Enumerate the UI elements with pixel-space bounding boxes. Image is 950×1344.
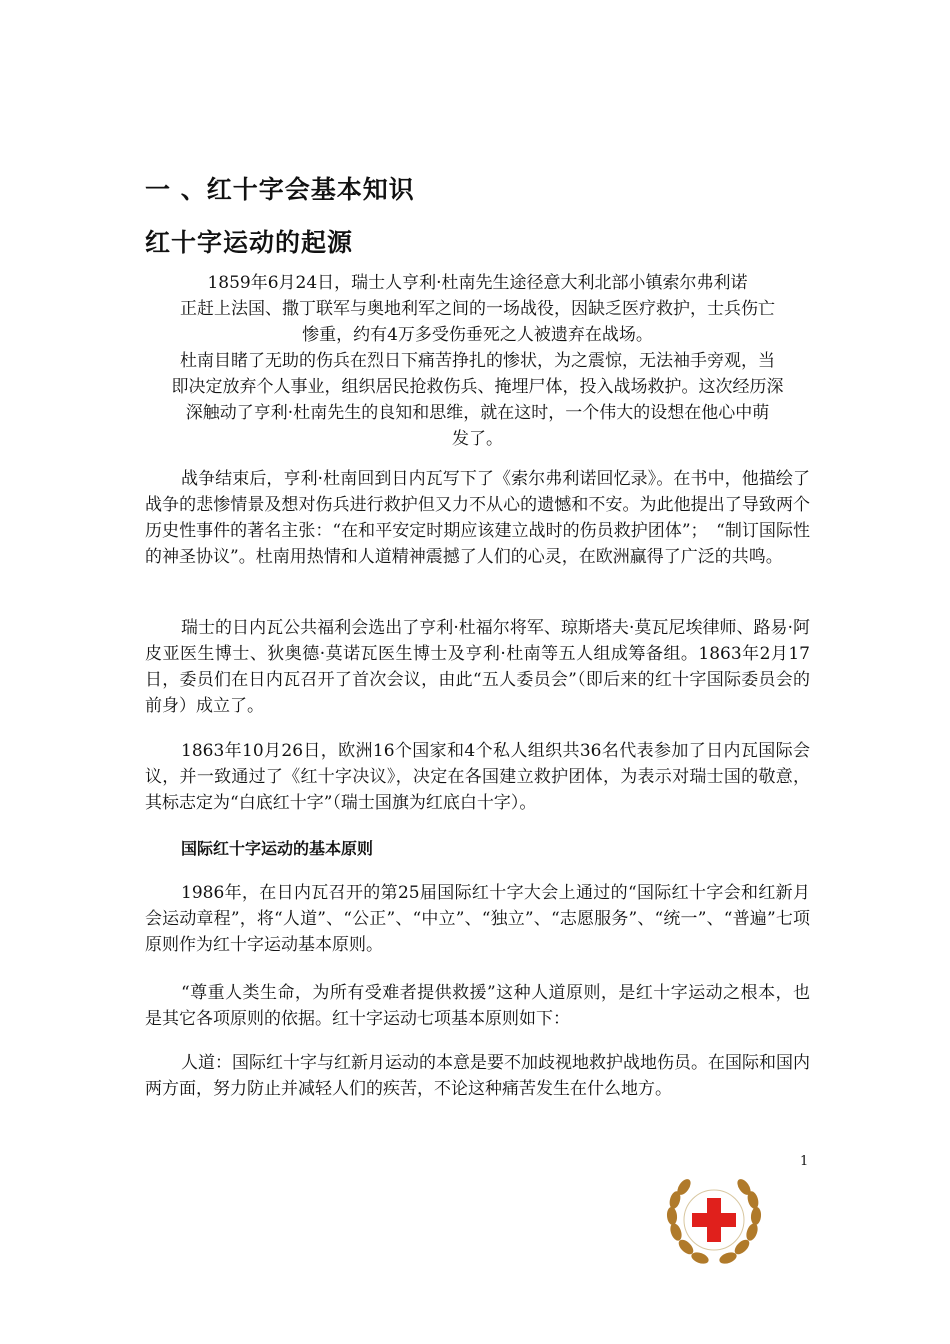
text-line: 正赶上法国、撒丁联军与奥地利军之间的一场战役，因缺乏医疗救护，士兵伤亡 bbox=[180, 299, 775, 319]
paragraph-dunant bbox=[145, 348, 810, 452]
text-line: 杜南目睹了无助的伤兵在烈日下痛苦挣扎的惨状，为之震惊，无法袖手旁观，当 bbox=[180, 351, 775, 371]
text-line: 1859年6月24日，瑞士人亨利·杜南先生途径意大利北部小镇索尔弗利诺 bbox=[207, 273, 748, 293]
red-cross-wreath-logo bbox=[664, 1170, 764, 1270]
paragraph-humanity-root: “尊重人类生命，为所有受难者提供救援”这种人道原则，是红十字运动之根本，也是其它各项原则的依据。红十字运动七项基本原则如下： bbox=[145, 983, 810, 1029]
text-line: 发了。 bbox=[452, 429, 503, 449]
subsection-heading: 红十字运动的起源 bbox=[145, 228, 354, 257]
text-line: 即决定放弃个人事业，组织居民抢救伤兵、掩埋尸体，投入战场救护。这次经历深 bbox=[171, 377, 784, 397]
paragraph-humanity: 人道：国际红十字与红新月运动的本意是要不加歧视地救护战地伤员。在国际和国内两方面，努力防止并减轻人们的疾苦，不论这种痛苦发生在什么地方。 bbox=[145, 1053, 810, 1099]
paragraph-principles: 1986年，在日内瓦召开的第25届国际红十字大会上通过的“国际红十字会和红新月会运动章程”，将“人道”、“公正”、“中立”、“独立”、“志愿服务”、“统一”、“普遍”七项原则作为红十字运动基本原则。 bbox=[145, 883, 810, 955]
text-line: 深触动了亨利·杜南先生的良知和思维，就在这时，一个伟大的设想在他心中萌 bbox=[185, 403, 770, 423]
text-line: 惨重，约有4万多受伤垂死之人被遗弃在战场。 bbox=[302, 325, 653, 345]
paragraph-origin bbox=[145, 270, 810, 348]
paragraph-conference: 1863年10月26日，欧洲16个国家和4个私人组织共36名代表参加了日内瓦国际会议，并一致通过了《红十字决议》，决定在各国建立救护团体，为表示对瑞士国的敬意，其标志定为“白底红十字”（瑞士国旗为红底白十字）。 bbox=[145, 741, 810, 813]
paragraph-committee: 瑞士的日内瓦公共福利会选出了亨利·杜福尔将军、琼斯塔夫·莫瓦尼埃律师、路易·阿皮亚医生博士、狄奥德·莫诺瓦医生博士及亨利·杜南等五人组成筹备组。1863年2月17日，委员们在日内瓦召开了首次会议，由此“五人委员会”（即后来的红十字国际委员会的前身）成立了。 bbox=[145, 618, 810, 716]
principles-heading: 国际红十字运动的基本原则 bbox=[181, 839, 374, 858]
section-heading: 一 、红十字会基本知识 bbox=[145, 175, 415, 204]
paragraph-memoir: 战争结束后，亨利·杜南回到日内瓦写下了《索尔弗利诺回忆录》。在书中，他描绘了战争的悲惨情景及想对伤兵进行救护但又力不从心的遗憾和不安。为此他提出了导致两个历史性事件的著名主张：“在和平安定时期应该建立战时的伤员救护团体”； “制订国际性的神圣协议”。杜南用热情和人道精神震撼了人们的心灵，在欧洲赢得了广泛的共鸣。 bbox=[145, 469, 810, 567]
page-number: 1 bbox=[800, 1154, 809, 1169]
